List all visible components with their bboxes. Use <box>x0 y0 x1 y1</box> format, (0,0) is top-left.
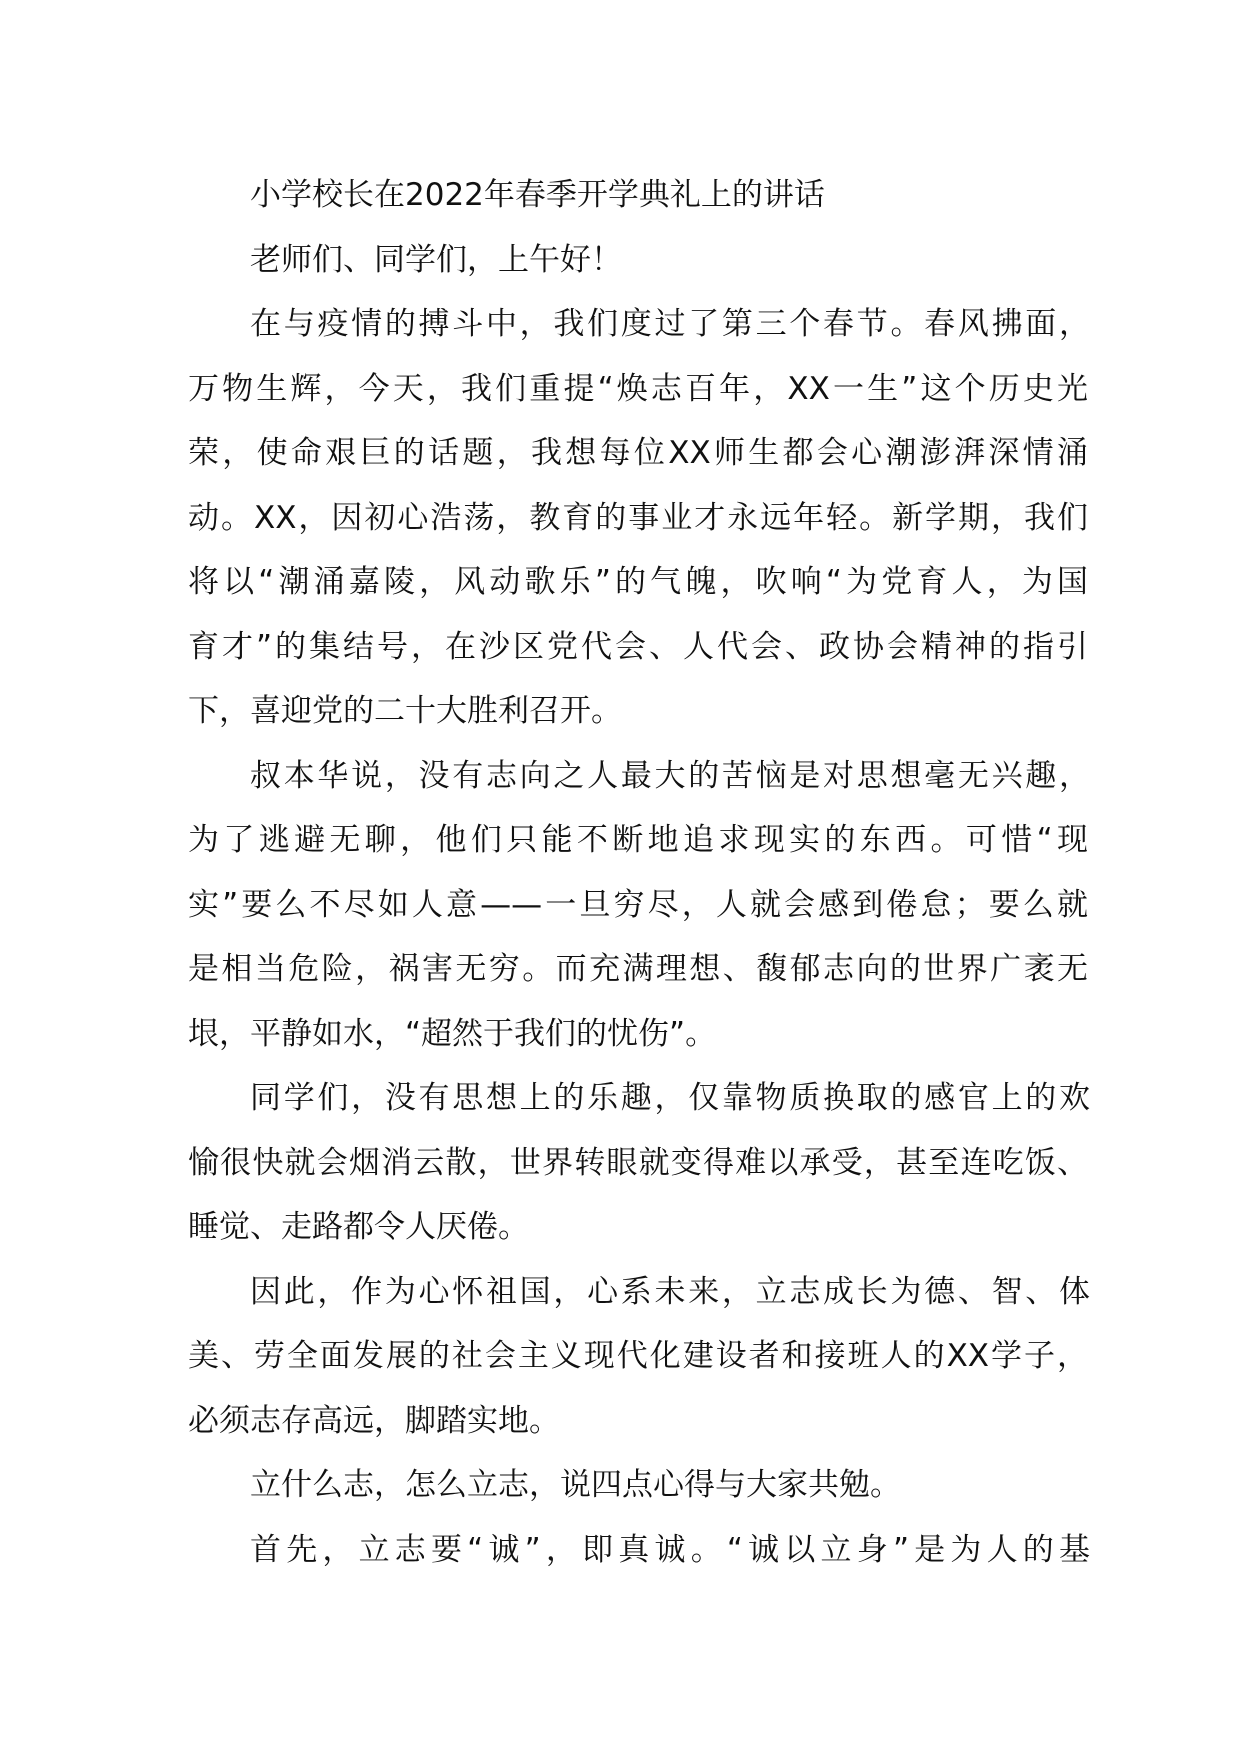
paragraph-2-line-5: 垠，平静如水，“超然于我们的忧伤”。 <box>188 1016 717 1052</box>
paragraph-1-line-5: 将以“潮涌嘉陵，风动歌乐”的气魄，吹响“为党育人，为国 <box>188 564 1088 600</box>
paragraph-1-line-6: 育才”的集结号，在沙区党代会、人代会、政协会精神的指引 <box>188 629 1088 665</box>
paragraph-3-line-1: 同学们，没有思想上的乐趣，仅靠物质换取的感官上的欢 <box>250 1080 1090 1116</box>
paragraph-4-line-3: 必须志存高远，脚踏实地。 <box>188 1403 560 1439</box>
document-title: 小学校长在2022年春季开学典礼上的讲话 <box>250 177 825 213</box>
paragraph-4-line-1: 因此，作为心怀祖国，心系未来，立志成长为德、智、体 <box>250 1274 1090 1310</box>
paragraph-2-line-2: 为了逃避无聊，他们只能不断地追求现实的东西。可惜“现 <box>188 822 1088 858</box>
paragraph-6-line-1: 首先，立志要“诚”，即真诚。“诚以立身”是为人的基 <box>250 1532 1090 1568</box>
paragraph-1-line-7: 下，喜迎党的二十大胜利召开。 <box>188 693 622 729</box>
greeting: 老师们、同学们，上午好！ <box>250 242 622 278</box>
paragraph-2-line-3: 实”要么不尽如人意——一旦穷尽，人就会感到倦怠；要么就 <box>188 887 1088 923</box>
paragraph-3-line-2: 愉很快就会烟消云散，世界转眼就变得难以承受，甚至连吃饭、 <box>188 1145 1088 1181</box>
paragraph-5-line-1: 立什么志，怎么立志，说四点心得与大家共勉。 <box>250 1467 901 1503</box>
paragraph-2-line-1: 叔本华说，没有志向之人最大的苦恼是对思想毫无兴趣， <box>250 758 1090 794</box>
paragraph-1-line-1: 在与疫情的搏斗中，我们度过了第三个春节。春风拂面， <box>250 306 1090 342</box>
paragraph-1-line-4: 动。XX，因初心浩荡，教育的事业才永远年轻。新学期，我们 <box>188 500 1088 536</box>
paragraph-4-line-2: 美、劳全面发展的社会主义现代化建设者和接班人的XX学子， <box>188 1338 1088 1374</box>
paragraph-1-line-2: 万物生辉，今天，我们重提“焕志百年，XX一生”这个历史光 <box>188 371 1088 407</box>
paragraph-2-line-4: 是相当危险，祸害无穷。而充满理想、馥郁志向的世界广袤无 <box>188 951 1088 987</box>
paragraph-1-line-3: 荣，使命艰巨的话题，我想每位XX师生都会心潮澎湃深情涌 <box>188 435 1088 471</box>
paragraph-3-line-3: 睡觉、走路都令人厌倦。 <box>188 1209 529 1245</box>
